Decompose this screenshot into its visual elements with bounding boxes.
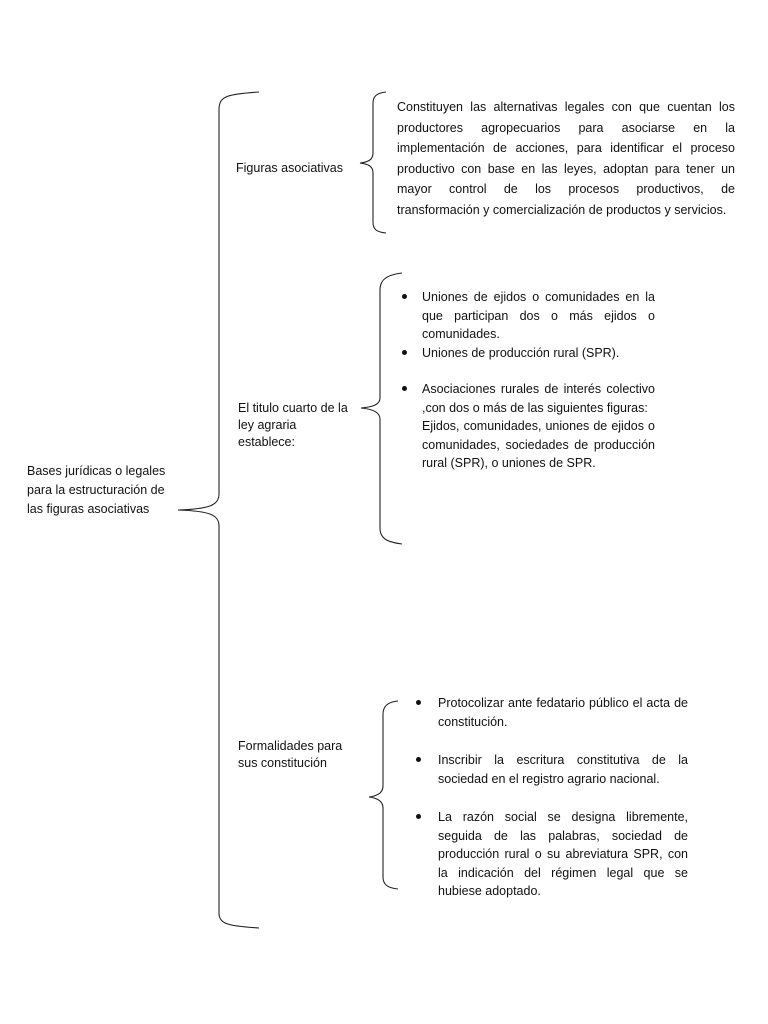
list-item: Inscribir la escritura constitutiva de la sociedad en el registro agrario nacional. [412, 751, 688, 788]
root-label: Bases jurídicas o legales para la estructuración de las figuras asociativas [27, 464, 166, 516]
brace-figuras [360, 92, 386, 233]
list-item: Uniones de ejidos o comunidades en la que participan dos o más ejidos o comunidades. [398, 288, 655, 344]
branch-label-formalidades: Formalidades para sus constitución [238, 739, 343, 770]
list-item: Asociaciones rurales de interés colectivo ,con dos o más de las siguientes figuras: [398, 380, 655, 417]
brace-titulo [361, 273, 402, 544]
list-item-continuation: Ejidos, comunidades, uniones de ejidos o comunidades, sociedades de producción rural (SPR), o uniones de SPR. [422, 419, 655, 470]
list-item: Uniones de producción rural (SPR). [398, 344, 655, 363]
branch-label-figuras-asociativas: Figuras asociativas [236, 161, 343, 175]
titulo-cuarto-list [422, 288, 655, 473]
list-item: La razón social se designa libremente, seguida de las palabras, sociedad de producción rural o su abreviatura SPR, con la indicación del régimen legal que se hubiese adoptado. [412, 808, 688, 901]
list-item: Protocolizar ante fedatario público el acta de constitución. [412, 694, 688, 731]
branch-label-titulo-cuarto: El titulo cuarto de la ley agraria establece: [238, 401, 348, 449]
main-brace [178, 92, 259, 928]
formalidades-list [438, 694, 688, 901]
brace-formalidades [369, 701, 398, 889]
figuras-asociativas-description: Constituyen las alternativas legales con que cuentan los productores agropecuarios para asociarse en la implementación de acciones, para identificar el proceso productivo con base en las leyes, adoptan para tener un mayor control de los procesos productivos, de transformación y comercialización de productos y servicios. [397, 100, 735, 217]
